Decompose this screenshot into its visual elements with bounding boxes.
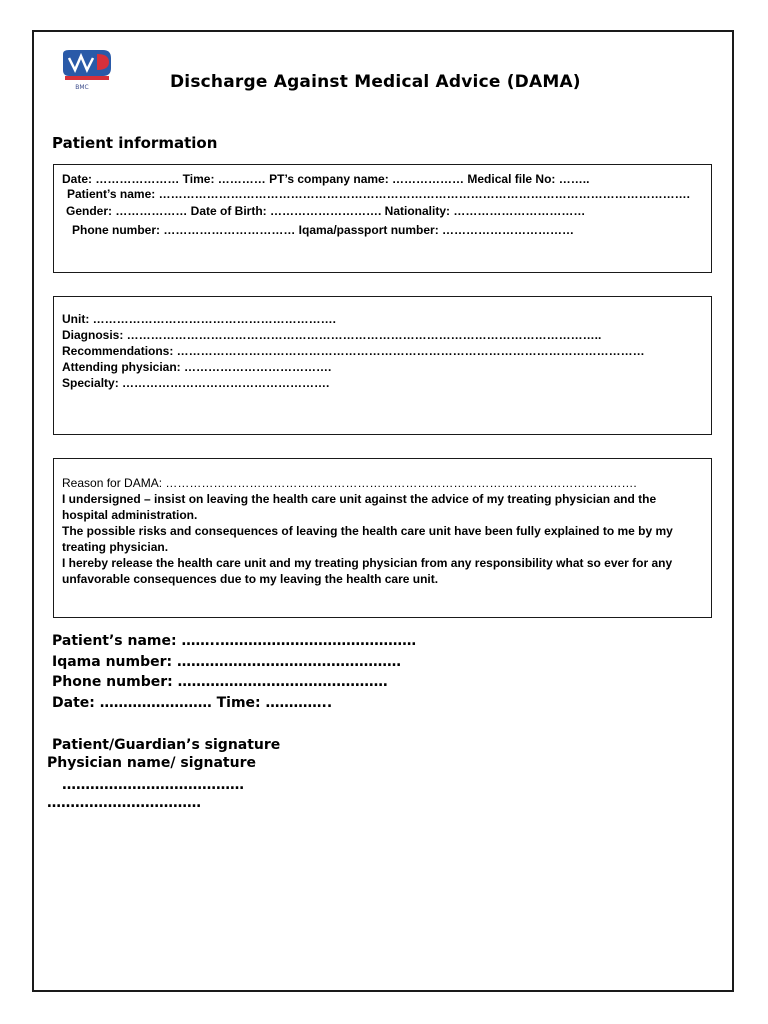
patient-info-heading: Patient information <box>52 134 218 152</box>
patient-info-box <box>53 164 712 273</box>
clinical-info-box <box>53 296 712 435</box>
patient-name-row: Patient’s name: ……………………………………………………………………………………………………………………. <box>67 187 690 201</box>
signature-date-time: Date: …………………… Time: ………….. <box>52 695 333 711</box>
statement-paragraph-3: I hereby release the health care unit and my treating physician from any responsibility what so ever for any unfavorable consequences due to my leaving the health care unit. <box>62 556 673 586</box>
signature-phone-number: Phone number: ……………………………………… <box>52 674 388 690</box>
statement-paragraph-2: The possible risks and consequences of leaving the health care unit have been fully explained to me by my treating physician. <box>62 524 673 554</box>
gender-dob-nationality-row: Gender: ……………… Date of Birth: ………………………. Nationality: …………………………… <box>66 204 586 218</box>
date-time-company-row: Date: ………………… Time: ………… PT’s company name: ……………… Medical file No: …….. <box>62 172 590 186</box>
phone-iqama-row: Phone number: …………………………… Iqama/passport number: …………………………… <box>72 223 575 237</box>
signature-dotted-line-2: …………………………… <box>47 795 201 811</box>
diagnosis-field: Diagnosis: ……………………………………………………………………………………………………….. <box>62 328 602 342</box>
signature-patient-name: Patient’s name: ……..…………………………………… <box>52 633 417 649</box>
physician-signature-label: Physician name/ signature <box>47 755 256 771</box>
specialty-field: Specialty: ……………………………………………. <box>62 376 330 390</box>
dama-statement-box <box>53 458 712 618</box>
statement-paragraph-1: I undersigned – insist on leaving the health care unit against the advice of my treating physician and the hospital administration. <box>62 492 657 522</box>
unit-field: Unit: ……………………………………………………. <box>62 312 336 326</box>
guardian-signature-label: Patient/Guardian’s signature <box>52 737 281 753</box>
signature-dotted-line-1: ………………………………… <box>62 777 244 793</box>
attending-physician-field: Attending physician: ………………………………. <box>62 360 332 374</box>
page-title: Discharge Against Medical Advice (DAMA) <box>170 72 581 92</box>
reason-for-dama-field: Reason for DAMA: ………………………………………………………………………………………………………. <box>62 476 637 490</box>
logo-caption: BMC <box>75 84 89 91</box>
recommendations-field: Recommendations: ……………………………………………………………………………………………………… <box>62 344 645 358</box>
signature-iqama-number: Iqama number: ………………………………………… <box>52 654 402 670</box>
hospital-logo <box>59 46 115 100</box>
